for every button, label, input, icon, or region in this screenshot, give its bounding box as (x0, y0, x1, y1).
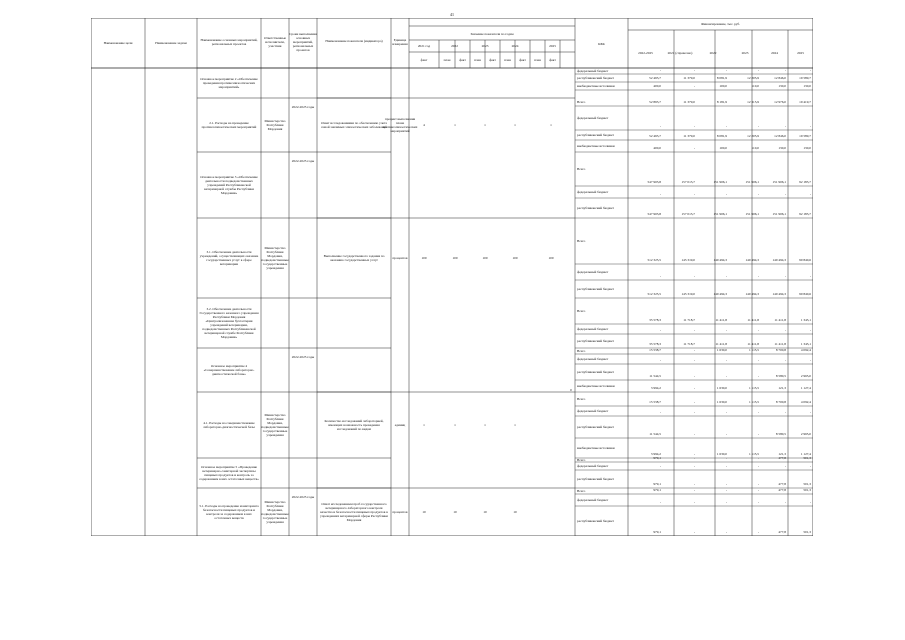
fin-source-label: Всего (577, 396, 586, 401)
fin-value: 8 580,5 (775, 374, 786, 379)
fin-value: 52 493,7 (649, 76, 661, 81)
header-plan-fact: план (534, 57, 541, 62)
indicator-value: 10 (513, 509, 517, 514)
fin-value: 11 718,7 (683, 342, 695, 347)
header-goal: Наименование цели (103, 40, 133, 45)
fin-value: - (757, 410, 759, 415)
fin-value: 477,8 (778, 482, 786, 487)
indicator-value: 1 (454, 122, 456, 127)
indicator-value: 1 (514, 422, 516, 427)
header-ind-year: 2021 год (417, 43, 431, 48)
fin-value: - (693, 488, 695, 493)
fin-value: 140 494,3 (713, 292, 727, 297)
fin-value: - (757, 530, 759, 535)
fin-value: 130,0 (778, 146, 786, 151)
document-sheet (91, 12, 813, 536)
fin-value: 100,0 (719, 84, 727, 89)
fin-source-label: федеральный бюджет (577, 356, 609, 361)
fin-value: - (659, 358, 661, 363)
fin-value: 8 081,9 (716, 76, 727, 81)
fin-value: 1 127,4 (800, 386, 811, 391)
period: 2022-2025 годы (291, 354, 315, 359)
fin-value: - (757, 124, 759, 129)
page-number: 41 (450, 12, 454, 17)
fin-value: - (693, 374, 695, 379)
fin-value: 140 494,3 (772, 292, 786, 297)
fin-value: - (693, 432, 695, 437)
indicator-name: Охват исследованиями по обеспечению учета самой значимых эпизоотических заболеваний (320, 120, 388, 129)
fin-source-label: федеральный бюджет (577, 326, 609, 331)
fin-value: 15 538,7 (649, 348, 661, 353)
fin-value: - (693, 400, 695, 405)
fin-source-label: Всего (577, 488, 586, 493)
header-ind-year: 2025 (549, 43, 556, 48)
fin-source-label: Всего (577, 166, 586, 171)
header-unit: Единица измерения (392, 37, 408, 46)
fin-source-label: республиканский бюджет (577, 338, 615, 343)
fin-value: 157 013,7 (681, 212, 695, 217)
fin-value: 11 544,5 (649, 374, 661, 379)
fin-value: 2 965,0 (800, 374, 811, 379)
fin-source-label: республиканский бюджет (577, 369, 615, 374)
fin-value: - (693, 68, 695, 73)
fin-value: - (725, 432, 727, 437)
fin-value: - (693, 328, 695, 333)
fin-value: 477,8 (778, 488, 786, 493)
fin-value: 121,3 (778, 386, 786, 391)
fin-value: - (757, 432, 759, 437)
fin-source-label: Всего (577, 308, 586, 313)
indicator-name: Выполнение государственного задания по оказанию государственных услуг (323, 253, 385, 262)
fin-value: 547 903,8 (647, 180, 661, 185)
fin-value: 11 411,8 (747, 318, 759, 323)
fin-value: - (693, 452, 695, 457)
fin-value: 477,8 (778, 456, 786, 461)
fin-value: - (784, 192, 786, 197)
fin-value: - (809, 274, 811, 279)
fin-value: - (693, 124, 695, 129)
fin-value: 12 205,9 (747, 134, 759, 139)
fin-value: 1 630,0 (716, 452, 727, 457)
fin-value: 151 906,1 (745, 180, 759, 185)
header-ind-year: 2022 (451, 43, 458, 48)
header-responsible: Ответственные исполнители, участник (263, 35, 287, 49)
fin-value: 12 205,9 (747, 76, 759, 81)
fin-value: 140 494,3 (745, 258, 759, 263)
header-activity: Наименование основных мероприятий, региональных проектов (200, 37, 258, 46)
fin-value: 151 906,1 (713, 212, 727, 217)
fin-value: 19 589,7 (799, 134, 811, 139)
fin-value: 501,3 (803, 456, 811, 461)
fin-source-label: Всего (577, 238, 586, 243)
fin-source-label: федеральный бюджет (577, 189, 609, 194)
fin-value: - (809, 124, 811, 129)
fin-value: - (659, 464, 661, 469)
indicator-value: 10 (483, 509, 487, 514)
fin-value: 15 538,7 (649, 400, 661, 405)
fin-value: 11 379,0 (683, 76, 695, 81)
period: 2022-2025 годы (291, 158, 315, 163)
fin-value: - (784, 124, 786, 129)
indicator-name: Количество исследований лабораторией, имеющих возможность проведения исследований по видам (324, 418, 384, 432)
fin-value: - (757, 488, 759, 493)
fin-value: 110,0 (751, 84, 759, 89)
activity-name: Основное мероприятие 4 «Совершенствование лабораторно-диагностической базы» (203, 363, 255, 377)
fin-source-label: республиканский бюджет (577, 205, 615, 210)
fin-value: 52 493,7 (649, 134, 661, 139)
indicator-value: 100 (421, 255, 427, 260)
indicator-unit: процентов (392, 509, 408, 514)
fin-value: 121,3 (778, 452, 786, 457)
header-indicator-values: Значение показателя по годам (470, 31, 514, 36)
fin-value: 11 544,5 (649, 432, 661, 437)
fin-source-label: республиканский бюджет (577, 518, 615, 523)
fin-value: - (659, 192, 661, 197)
fin-value: - (693, 146, 695, 151)
fin-source-label: внебюджетные источники (577, 445, 615, 450)
header-fin-year: 2021 (справочно) (667, 50, 693, 55)
fin-value: - (809, 328, 811, 333)
indicator-value: 10 (453, 509, 457, 514)
fin-value: - (784, 358, 786, 363)
fin-value: - (725, 530, 727, 535)
activity-name: 5.1. Расходы на проведение мониторинга безопасности пищевых продуктов и контроля за содержанием в них остаточных веществ (199, 503, 259, 521)
fin-value: 501,3 (803, 482, 811, 487)
fin-value: 1 343,1 (800, 318, 811, 323)
fin-value: 501,3 (803, 530, 811, 535)
fin-value: - (693, 530, 695, 535)
fin-value: 3 994,2 (650, 452, 661, 457)
fin-value: 501,3 (803, 488, 811, 493)
fin-value: - (757, 464, 759, 469)
fin-value: 100,0 (719, 146, 727, 151)
indicator-name: Охват исследованием проб государственного ветеринарного лабораторного контроля качества и безопасности пищевых продуктов в учреждениях ветеринарной сферы Республики Мордовия (320, 501, 388, 523)
fin-value: - (659, 328, 661, 333)
fin-value: 979,1 (653, 482, 661, 487)
indicator-value: 1 (454, 422, 456, 427)
fin-value: 52 893,7 (649, 100, 661, 105)
fin-value: 8 580,5 (775, 432, 786, 437)
stray-value: 0 (570, 388, 572, 393)
fin-value: 4 092,4 (800, 400, 811, 405)
fin-value: 130,0 (803, 146, 811, 151)
fin-value: 1 127,4 (800, 452, 811, 457)
fin-value: - (757, 456, 759, 461)
header-plan-fact: факт (420, 57, 428, 62)
fin-value: - (757, 482, 759, 487)
fin-value: 979,1 (653, 488, 661, 493)
activity-name: Основное мероприятие 2 «Обеспечение проведения противоэпизоотических мероприятий» (200, 76, 258, 90)
fin-value: - (725, 488, 727, 493)
fin-value: - (693, 464, 695, 469)
fin-value: 145 319,0 (681, 292, 695, 297)
activity-name: 2.1. Расходы на проведение противоэпизоотических мероприятий (201, 120, 257, 129)
fin-value: 92 183,7 (799, 180, 811, 185)
fin-source-label: внебюджетные источники (577, 383, 615, 388)
fin-source-label: федеральный бюджет (577, 68, 609, 73)
fin-value: - (725, 274, 727, 279)
header-fin-year: 2025 (797, 50, 804, 55)
fin-source-label: республиканский бюджет (577, 132, 615, 137)
fin-value: - (659, 410, 661, 415)
indicator-unit: процент выполнения плана противоэпизоотических мероприятий (382, 116, 418, 134)
fin-value: 157 013,7 (681, 180, 695, 185)
fin-value: 11 718,7 (683, 318, 695, 323)
fin-value: - (725, 482, 727, 487)
fin-value: 8 700,8 (775, 400, 786, 405)
indicator-value: 100 (482, 255, 488, 260)
header-plan-fact: план (474, 57, 481, 62)
fin-value: - (784, 464, 786, 469)
fin-value: - (784, 68, 786, 73)
fin-value: - (725, 500, 727, 505)
activity-name: 3.1. Обеспечение деятельности учреждений, осуществляющих оказание государственных услуг в сфере ветеринарии (199, 249, 259, 267)
activity-name: Основное мероприятие 5 «Проведение ветеринарно-санитарной экспертизы пищевых продуктов и контроль за содержанием в них остаточных веществ» (199, 464, 259, 482)
fin-value: 1 115,5 (748, 386, 759, 391)
fin-value: - (809, 464, 811, 469)
responsible: Министерство Республики Мордовия, подведомственные государственные учреждения (261, 499, 289, 525)
fin-value: 90 840,6 (799, 258, 811, 263)
responsible: Министерство Республики Мордовия, подведомственные государственные учреждения (261, 412, 289, 438)
fin-source-label: внебюджетные источники (577, 143, 615, 148)
fin-value: 12 846,0 (774, 76, 786, 81)
fin-source-label: федеральный бюджет (577, 269, 609, 274)
fin-value: - (725, 358, 727, 363)
fin-value: - (693, 84, 695, 89)
fin-value: - (693, 482, 695, 487)
fin-value: 35 578,3 (649, 318, 661, 323)
fin-value: 400,0 (653, 146, 661, 151)
fin-value: - (659, 274, 661, 279)
fin-value: - (809, 410, 811, 415)
fin-value: - (659, 68, 661, 73)
header-finance: Финансирование, тыс. руб. (700, 21, 741, 26)
period: 2022-2025 годы (291, 104, 315, 109)
fin-value: - (693, 192, 695, 197)
fin-source-label: республиканский бюджет (577, 424, 615, 429)
fin-value: 8 081,9 (716, 134, 727, 139)
fin-value: 8 700,8 (775, 348, 786, 353)
fin-value: 19 589,7 (799, 76, 811, 81)
fin-value: - (809, 68, 811, 73)
header-plan-fact: факт (489, 57, 496, 62)
responsible: Министерство Республики Мордовия, подведомственные государственные учреждения (261, 245, 289, 271)
header-plan-fact: факт (519, 57, 526, 62)
header-plan-fact: план (504, 57, 511, 62)
activity-name: 4.1. Расходы на совершенствование лабораторно-диагностической базы (203, 420, 255, 429)
fin-value: 19 419,7 (799, 100, 811, 105)
indicator-value: 100 (452, 255, 458, 260)
fin-value: 151 906,1 (745, 212, 759, 217)
fin-value: 145 319,0 (681, 258, 695, 263)
fin-value: - (725, 192, 727, 197)
fin-value: - (757, 68, 759, 73)
fin-value: 130,0 (778, 84, 786, 89)
fin-value: 1 630,0 (716, 386, 727, 391)
fin-value: - (809, 192, 811, 197)
fin-value: 151 906,1 (772, 212, 786, 217)
indicator-value: 1 (423, 422, 425, 427)
fin-value: 8 181,9 (716, 100, 727, 105)
indicator-value: 10 (422, 509, 426, 514)
fin-value: 12 315,9 (747, 100, 759, 105)
fin-value: 2 965,0 (800, 432, 811, 437)
header-ind-year: 2023 (481, 43, 489, 48)
fin-value: 35 578,3 (649, 342, 661, 347)
fin-value: - (757, 374, 759, 379)
fin-value: - (809, 358, 811, 363)
fin-value: - (659, 124, 661, 129)
header-task: Наименование задачи (155, 40, 187, 45)
responsible: Министерство Республики Мордовия (264, 118, 286, 132)
fin-source-label: федеральный бюджет (577, 115, 609, 120)
header-plan-fact: факт (549, 57, 556, 62)
fin-source-label: федеральный бюджет (577, 463, 609, 468)
fin-value: - (757, 274, 759, 279)
fin-value: - (693, 348, 695, 353)
fin-value: 1 115,5 (748, 452, 759, 457)
indicator-value: 1 (484, 122, 486, 127)
header-fin-year: 2022-2025 (638, 50, 653, 55)
fin-value: 1 115,5 (748, 400, 759, 405)
fin-value: - (693, 274, 695, 279)
fin-value: 12 846,0 (774, 134, 786, 139)
fin-value: 1 630,0 (716, 348, 727, 353)
indicator-value: 1 (484, 422, 486, 427)
fin-value: 11 411,8 (774, 318, 786, 323)
fin-value: 3 994,2 (650, 386, 661, 391)
fin-value: - (725, 464, 727, 469)
indicator-value: 4 (423, 122, 425, 127)
fin-value: - (725, 374, 727, 379)
indicator-value: 100 (512, 255, 518, 260)
fin-source-label: республиканский бюджет (577, 75, 615, 80)
header-fin-year: 2022 (709, 50, 717, 55)
indicator-value: 1 (550, 122, 552, 127)
fin-source-label: Всего (577, 457, 586, 462)
fin-value: 1 343,1 (800, 342, 811, 347)
fin-value: - (757, 192, 759, 197)
fin-value: 979,1 (653, 530, 661, 535)
header-fin-year: 2024 (771, 50, 778, 55)
fin-value: 979,1 (653, 456, 661, 461)
fin-source-label: федеральный бюджет (577, 408, 609, 413)
fin-value: - (693, 358, 695, 363)
header-kbk: КБК (598, 41, 605, 46)
activity-name: 3.2. Обеспечение деятельности Государственного казенного учреждения Республики Мордовия «Централизованная бухгалтерия учреждений ветеринарии, подведомственных Республиканской ветеринарной службе Республики Мордовия» (199, 306, 259, 340)
fin-source-label: Всего (577, 99, 586, 104)
fin-value: 90 840,6 (799, 292, 811, 297)
fin-value: 130,0 (803, 84, 811, 89)
activity-name: Основное мероприятие 3 «Обеспечение деятельности подведомственных учреждений Республиканской ветеринарной службы Республики Мордовия» (200, 174, 258, 196)
fin-value: 151 906,1 (772, 180, 786, 185)
fin-value: - (725, 410, 727, 415)
fin-value: - (784, 410, 786, 415)
fin-value: 1 630,0 (716, 400, 727, 405)
fin-source-label: внебюджетные источники (577, 83, 615, 88)
fin-value: - (809, 500, 811, 505)
indicator-unit: процентов (392, 255, 408, 260)
fin-value: - (693, 386, 695, 391)
indicator-value: 1 (514, 122, 516, 127)
fin-value: 11 379,0 (683, 100, 695, 105)
fin-value: 512 325,5 (647, 258, 661, 263)
fin-source-label: Всего (577, 348, 586, 353)
fin-value: 477,8 (778, 530, 786, 535)
period: 2022-2025 годы (291, 494, 315, 499)
fin-source-label: федеральный бюджет (577, 497, 609, 502)
fin-value: - (693, 456, 695, 461)
fin-value: - (757, 328, 759, 333)
fin-value: 11 411,8 (715, 342, 727, 347)
indicator-value: 100 (548, 255, 554, 260)
header-indicator: Наименование показателя (индикатора) (325, 38, 383, 43)
fin-value: 11 379,0 (683, 134, 695, 139)
indicator-unit: единиц (394, 422, 406, 427)
fin-value: 4 092,4 (800, 348, 811, 353)
fin-value: 512 325,5 (647, 292, 661, 297)
fin-value: - (784, 274, 786, 279)
fin-source-label: республиканский бюджет (577, 476, 615, 481)
fin-value: - (725, 456, 727, 461)
header-plan-fact: факт (459, 57, 466, 62)
header-plan-fact: план (443, 57, 451, 62)
fin-value: 92 183,7 (799, 212, 811, 217)
fin-value: - (725, 328, 727, 333)
fin-value: 110,0 (751, 146, 759, 151)
header-period: Сроки выполнения основных мероприятий, региональных проектов (289, 31, 317, 53)
fin-value: - (659, 500, 661, 505)
fin-value: 11 411,8 (747, 342, 759, 347)
fin-value: 140 494,3 (772, 258, 786, 263)
fin-value: - (784, 500, 786, 505)
fin-value: 140 494,3 (745, 292, 759, 297)
fin-value: - (725, 124, 727, 129)
fin-value: - (725, 68, 727, 73)
fin-value: 547 903,8 (647, 212, 661, 217)
fin-value: - (693, 500, 695, 505)
fin-value: 140 494,3 (713, 258, 727, 263)
fin-value: - (784, 328, 786, 333)
fin-value: 151 906,1 (713, 180, 727, 185)
fin-source-label: республиканский бюджет (577, 286, 615, 291)
fin-value: 11 411,8 (774, 342, 786, 347)
fin-value: - (757, 500, 759, 505)
header-ind-year: 2024 (511, 43, 519, 48)
fin-value: 12 976,0 (774, 100, 786, 105)
fin-value: 11 411,8 (715, 318, 727, 323)
fin-value: 1 115,5 (748, 348, 759, 353)
fin-value: - (757, 358, 759, 363)
fin-value: 400,0 (653, 84, 661, 89)
header-fin-year: 2023 (741, 50, 749, 55)
fin-value: - (693, 410, 695, 415)
